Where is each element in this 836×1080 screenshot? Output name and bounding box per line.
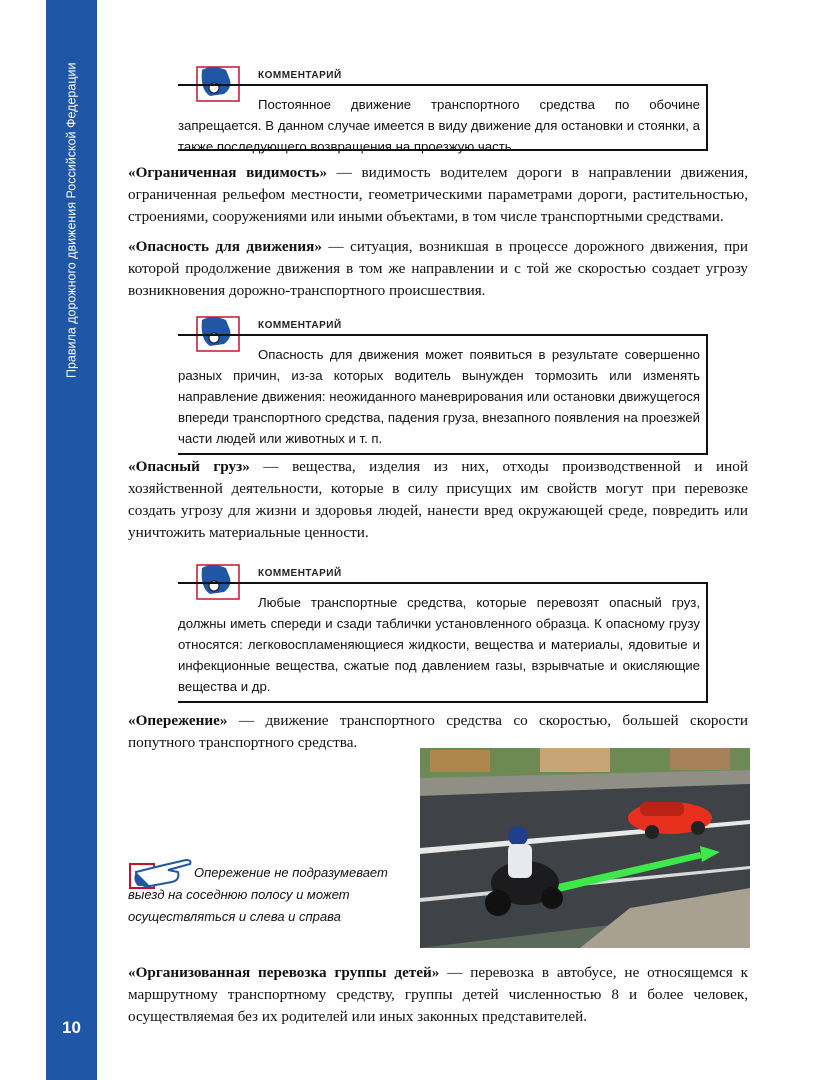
comment-heading: КОММЕНТАРИЙ <box>258 568 342 579</box>
overtaking-illustration <box>420 748 750 948</box>
definition-term: «Опережение» <box>128 712 228 729</box>
sidebar-title: Правила дорожного движения Российской Федерации <box>64 62 79 378</box>
comment-heading: КОММЕНТАРИЙ <box>258 70 342 81</box>
side-note: Опережение не подразумевает выезд на соседнюю полосу и может осуществляться и слева и справа <box>128 865 388 924</box>
definition-text: — видимость водителем дороги в направлении движения, ограниченная рельефом местности, геометрическими параметрами дороги, растительностью, строениями, сооружениями или иными объектами, в том числе транспортными средствами. <box>128 164 748 225</box>
definition-term: «Опасность для движения» <box>128 238 322 255</box>
definition-2 <box>128 236 748 302</box>
comment-heading: КОММЕНТАРИЙ <box>258 320 342 331</box>
definition-text: — вещества, изделия из них, отходы производственной и иной хозяйственной деятельности, которые в силу присущих им свойств могут при перевозке создать угрозу для жизни и здоровья людей, нанести вред окружающей среде, повредить или уничтожить материальные ценности. <box>128 458 748 541</box>
page-number: 10 <box>62 1018 81 1037</box>
definition-text: — перевозка в автобусе, не относящемся к маршрутному транспортному средству, группы детей численностью 8 и более человек, осуществляемая без их родителей или иных законных представителей. <box>128 964 748 1025</box>
comment-text: Постоянное движение транспортного средства по обочине запрещается. В данном случае имеется в виду движение для остановки и стоянки, а также последующего возвращения на проезжую часть. <box>178 84 708 151</box>
definition-3 <box>128 456 748 544</box>
definition-term: «Организованная перевозка группы детей» <box>128 964 440 981</box>
comment-text: Любые транспортные средства, которые перевозят опасный груз, должны иметь спереди и сзади таблички установленного образца. К опасному грузу относятся: легковоспламеняющиеся жидкости, вещества и материалы, ядовитые и инфекционные вещества, сжатые под давлением газы, взрывчатые и окисляющие вещества и др. <box>178 582 708 703</box>
definition-text: — движение транспортного средства со скоростью, большей скорости попутного транспортного средства. <box>128 712 748 751</box>
comment-text: Опасность для движения может появиться в результате совершенно разных причин, из-за которых водитель вынужден тормозить или изменять направление движения: неожиданного маневрирования или остановки движущегося впереди транспортного средства, падения груза, внезапного появления на проезжей части людей или животных и т. п. <box>178 334 708 455</box>
definition-term: «Опасный груз» <box>128 458 250 475</box>
definition-text: — ситуация, возникшая в процессе дорожного движения, при которой продолжение движения в том же направлении и с той же скоростью создает угрозу возникновения дорожно-транспортного происшествия. <box>128 238 748 299</box>
definition-1 <box>128 162 748 228</box>
definition-term: «Ограниченная видимость» <box>128 164 328 181</box>
definition-5 <box>128 962 748 1028</box>
